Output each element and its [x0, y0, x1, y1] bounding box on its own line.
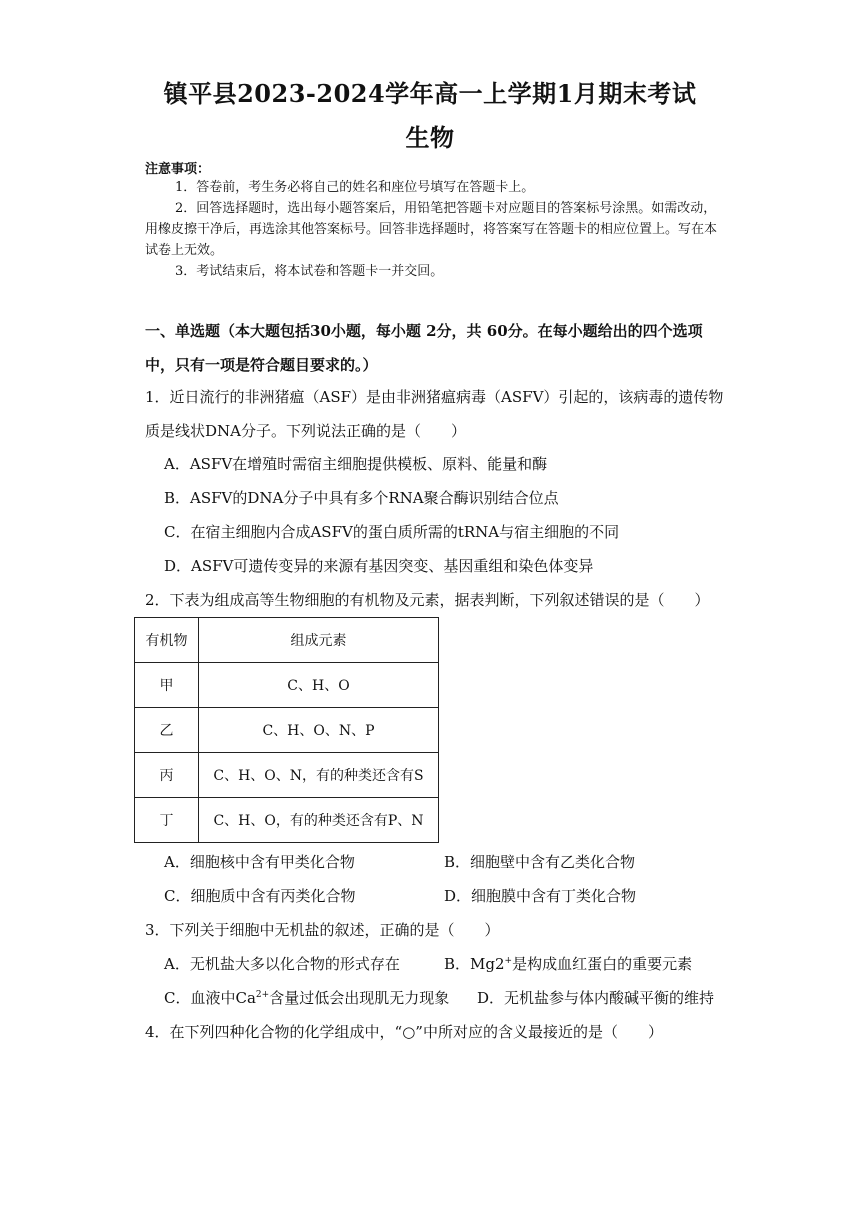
table-header-cell: 组成元素 — [199, 618, 439, 663]
notice-heading: 注意事项： — [145, 162, 211, 177]
question-3-option-d: D．无机盐参与体内酸碱平衡的维持 — [477, 989, 715, 1007]
notice-item-3: 3．考试结束后，将本试卷和答题卡一并交回。 — [175, 264, 444, 279]
question-1-option-c: C．在宿主细胞内合成ASFV的蛋白质所需的tRNA与宿主细胞的不同 — [164, 523, 620, 541]
table-cell: 甲 — [135, 663, 199, 708]
question-3-stem: 3．下列关于细胞中无机盐的叙述，正确的是（ ） — [145, 921, 500, 939]
question-3-option-a: A．无机盐大多以化合物的形式存在 — [164, 955, 400, 973]
question-3-option-b — [444, 953, 692, 975]
exam-title: 镇平县2023-2024学年高一上学期1月期末考试 — [163, 79, 697, 108]
question-1-option-d: D．ASFV可遗传变异的来源有基因突变、基因重组和染色体变异 — [164, 557, 594, 575]
option-b-prefix: B．Mg2 — [444, 955, 505, 973]
table-cell: C、H、O，有的种类还含有P、N — [199, 798, 439, 843]
question-1-option-b: B．ASFV的DNA分子中具有多个RNA聚合酶识别结合位点 — [164, 489, 559, 507]
table-header-row — [135, 618, 439, 663]
option-c-prefix: C．血液中Ca — [164, 989, 256, 1007]
table-cell: C、H、O、N、P — [199, 708, 439, 753]
table-row — [135, 798, 439, 843]
question-2-option-d: D．细胞膜中含有丁类化合物 — [444, 887, 637, 905]
question-4-stem: 4．在下列四种化合物的化学组成中，“○”中所对应的含义最接近的是（ ） — [145, 1023, 663, 1041]
question-2-option-a: A．细胞核中含有甲类化合物 — [164, 853, 355, 871]
question-3-option-c — [164, 987, 449, 1009]
table-row — [135, 663, 439, 708]
question-2-option-b: B．细胞壁中含有乙类化合物 — [444, 853, 636, 871]
table-cell: 丙 — [135, 753, 199, 798]
table-header-cell: 有机物 — [135, 618, 199, 663]
table-cell: 乙 — [135, 708, 199, 753]
option-b-suffix: 是构成血红蛋白的重要元素 — [512, 955, 693, 973]
charge-superscript: 2+ — [255, 990, 270, 1000]
subject-title: 生物 — [405, 123, 455, 152]
table-row — [135, 708, 439, 753]
section-title: 一、单选题（本大题包括30小题，每小题 2分，共 60分。在每小题给出的四个选项中，只有一项是符合题目要求的。） — [145, 322, 703, 374]
charge-superscript: + — [504, 956, 513, 966]
notice-item-1: 1．答卷前，考生务必将自己的姓名和座位号填写在答题卡上。 — [175, 180, 535, 195]
question-1-option-a: A．ASFV在增殖时需宿主细胞提供模板、原料、能量和酶 — [164, 455, 548, 473]
table-cell: C、H、O — [199, 663, 439, 708]
table-cell: 丁 — [135, 798, 199, 843]
question-2-option-c: C．细胞质中含有丙类化合物 — [164, 887, 356, 905]
elements-table — [134, 617, 439, 843]
table-cell: C、H、O、N，有的种类还含有S — [199, 753, 439, 798]
table-row — [135, 753, 439, 798]
question-2-stem: 2．下表为组成高等生物细胞的有机物及元素，据表判断，下列叙述错误的是（ ） — [145, 591, 710, 609]
notice-item-2: 2．回答选择题时，选出每小题答案后，用铅笔把答题卡对应题目的答案标号涂黑。如需改动，用橡皮擦干净后，再选涂其他答案标号。回答非选择题时，将答案写在答题卡的相应位置上。写在本试卷上无效。 — [145, 201, 718, 258]
option-c-suffix: 含量过低会出现肌无力现象 — [269, 989, 450, 1007]
question-1-stem: 1．近日流行的非洲猪瘟（ASF）是由非洲猪瘟病毒（ASFV）引起的，该病毒的遗传物质是线状DNA分子。下列说法正确的是（ ） — [145, 388, 724, 440]
